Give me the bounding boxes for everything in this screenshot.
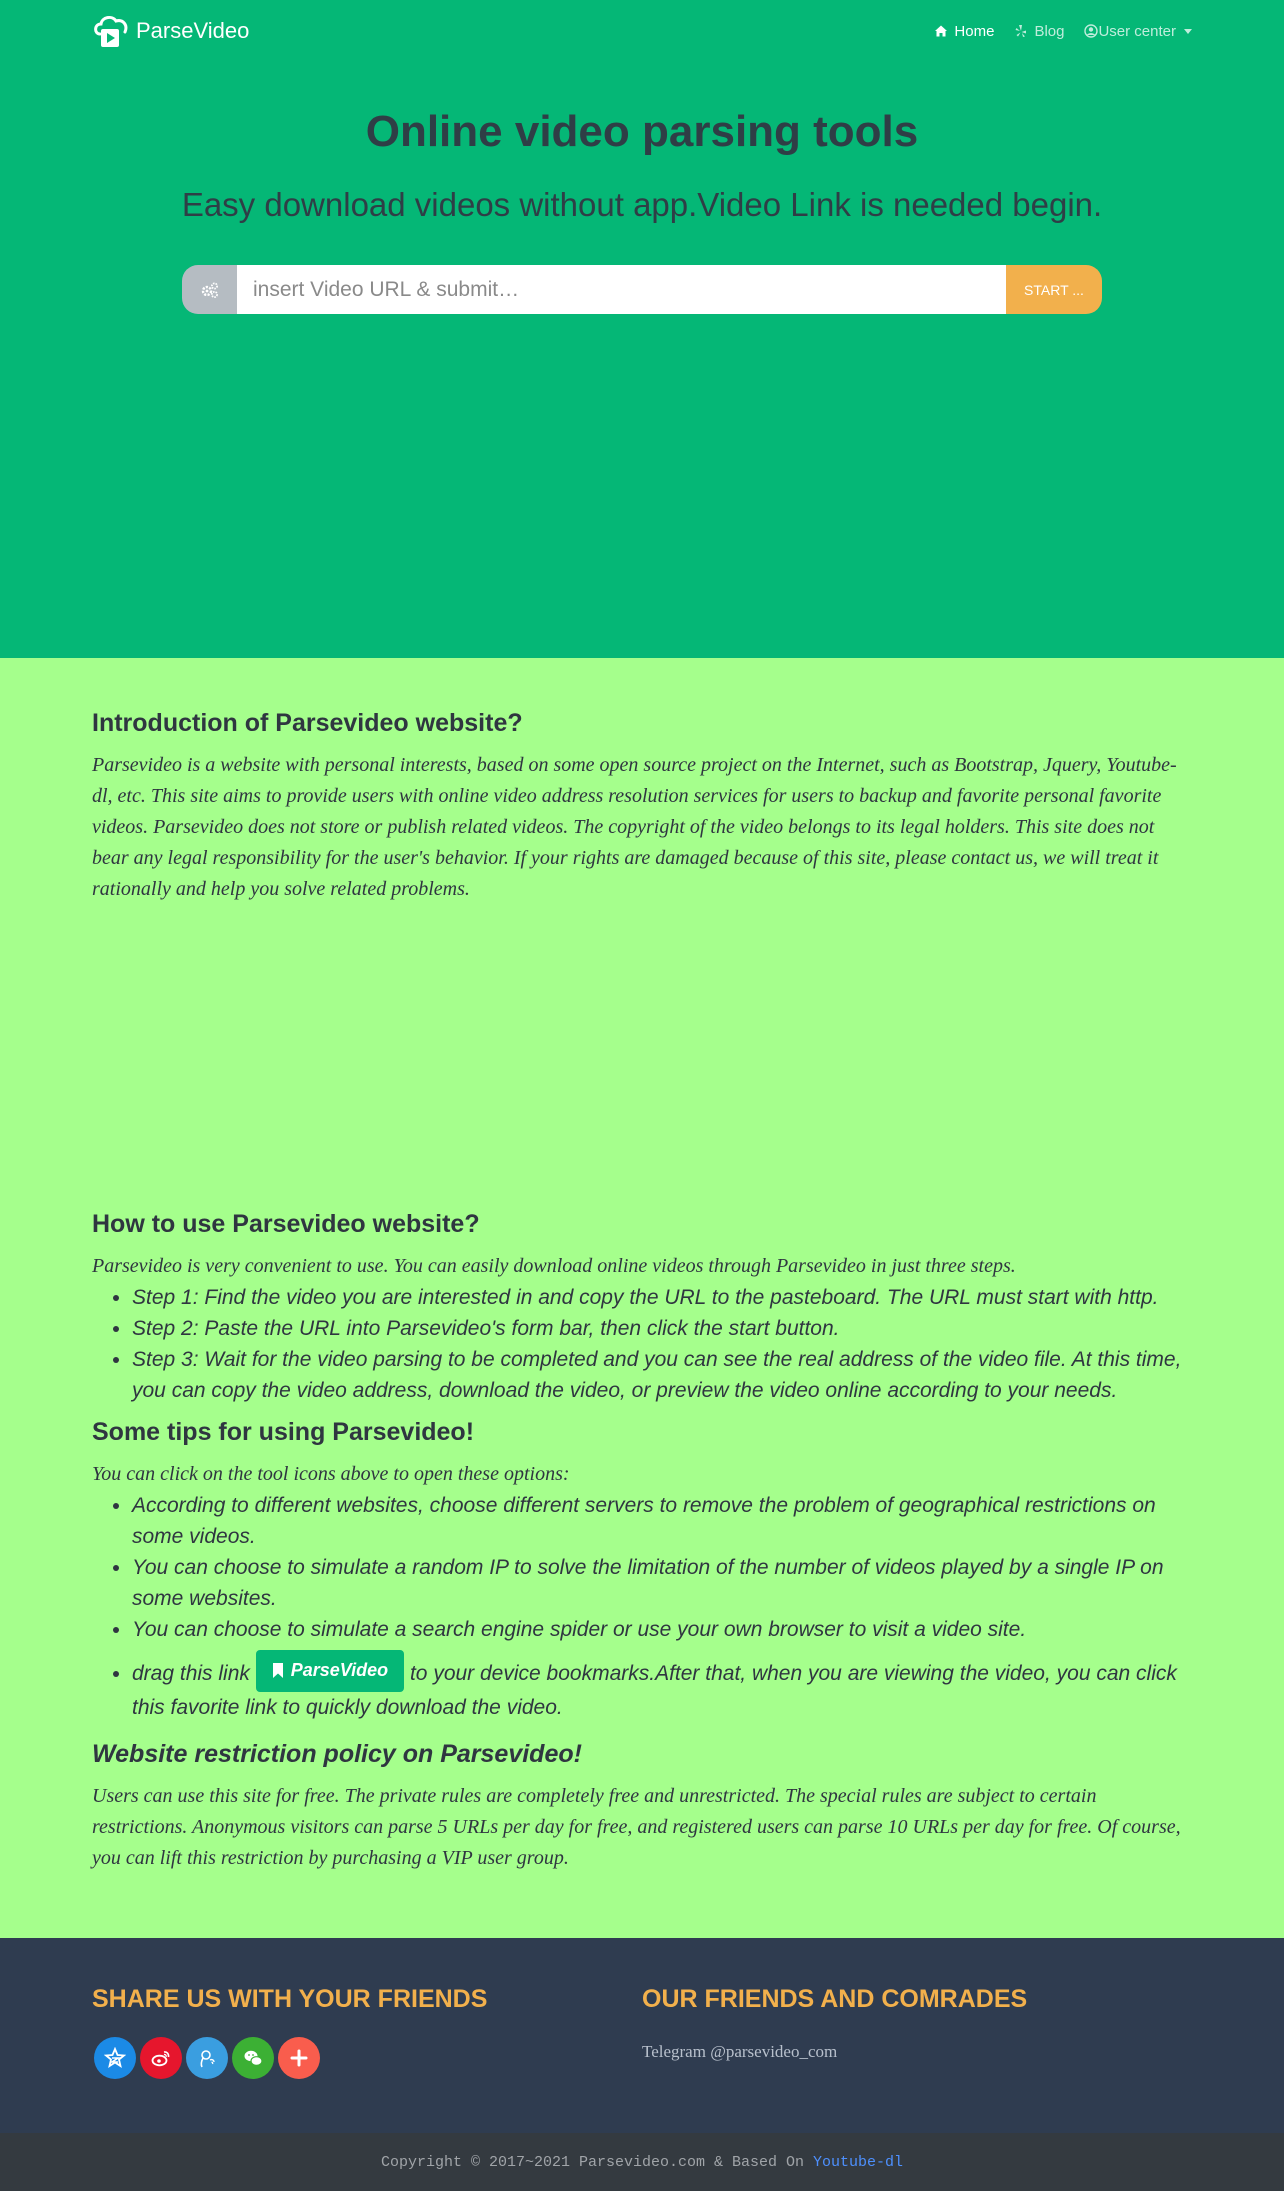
brand-name: ParseVideo bbox=[136, 18, 250, 43]
footer bbox=[0, 1938, 1284, 2133]
cogs-icon bbox=[199, 279, 221, 301]
user-circle-icon bbox=[1084, 24, 1098, 38]
list-item: • Step 3: Wait for the video parsing to be completed and you can see the real address of the video file. At this time, you can copy the video address, download the video, or preview the video online according to your needs. bbox=[132, 1344, 1192, 1406]
chevron-down-icon bbox=[1184, 29, 1192, 34]
navbar bbox=[92, 0, 1192, 62]
tools-button[interactable] bbox=[182, 265, 237, 314]
share-section bbox=[92, 1985, 642, 2079]
page-subtitle: Easy download videos without app.Video Link is needed begin. bbox=[181, 186, 1103, 223]
list-item: • You can choose to simulate a search engine spider or use your own browser to visit a video site. bbox=[132, 1614, 1192, 1645]
bookmark-icon bbox=[272, 1663, 284, 1678]
friends-title: OUR FRIENDS AND COMRADES bbox=[642, 1985, 1028, 2013]
share-weibo-button[interactable] bbox=[140, 2037, 182, 2079]
list-item bbox=[132, 1650, 1192, 1723]
nav-blog[interactable] bbox=[1014, 23, 1064, 40]
howto-intro: Parsevideo is very convenient to use. You can easily download online videos through Parsevideo in just three steps. bbox=[92, 1255, 1016, 1277]
main-content bbox=[0, 658, 1284, 1874]
bookmarklet-label: ParseVideo bbox=[290, 1660, 389, 1680]
search-form bbox=[182, 265, 1102, 314]
main-nav bbox=[934, 23, 1192, 40]
nav-home[interactable] bbox=[934, 23, 994, 40]
nav-blog-label: Blog bbox=[1034, 22, 1065, 40]
intro-title: Introduction of Parsevideo website? bbox=[92, 709, 523, 737]
nav-user-center-label: User center bbox=[1098, 22, 1176, 40]
share-wechat-button[interactable] bbox=[232, 2037, 274, 2079]
tencent-weibo-icon bbox=[196, 2047, 218, 2069]
list-item: • According to different websites, choose different servers to remove the problem of geographical restrictions on some videos. bbox=[132, 1490, 1192, 1552]
bookmark-text-before: drag this link bbox=[132, 1662, 250, 1685]
wechat-icon bbox=[242, 2047, 264, 2069]
home-icon bbox=[934, 24, 948, 38]
yelp-icon bbox=[1014, 24, 1028, 38]
tips-list bbox=[92, 1490, 1192, 1723]
qzone-icon bbox=[104, 2047, 126, 2069]
list-item: • Step 1: Find the video you are interested in and copy the URL to the pasteboard. The URL must start with http. bbox=[132, 1282, 1192, 1313]
share-tencent-weibo-button[interactable] bbox=[186, 2037, 228, 2079]
friends-section bbox=[642, 1985, 1192, 2079]
share-buttons bbox=[94, 2037, 642, 2079]
tips-intro: You can click on the tool icons above to open these options: bbox=[92, 1463, 570, 1485]
brand-link[interactable] bbox=[92, 12, 249, 50]
list-item: • Step 2: Paste the URL into Parsevideo's form bar, then click the start button. bbox=[132, 1313, 1192, 1344]
bookmarklet-button[interactable] bbox=[256, 1650, 404, 1692]
bookmark-text-after: to your device bookmarks.After that, when you are viewing the video, you can click this favorite link to quickly download the video. bbox=[132, 1662, 1177, 1719]
share-more-button[interactable] bbox=[278, 2037, 320, 2079]
list-item: • You can choose to simulate a random IP to solve the limitation of the number of videos played by a single IP on some websites. bbox=[132, 1552, 1192, 1614]
plus-icon bbox=[288, 2047, 310, 2069]
weibo-icon bbox=[150, 2047, 172, 2069]
hero-section bbox=[0, 0, 1284, 658]
howto-title: How to use Parsevideo website? bbox=[92, 1210, 480, 1238]
video-url-input[interactable] bbox=[237, 265, 1006, 314]
start-button[interactable]: START ... bbox=[1006, 265, 1102, 314]
policy-body: Users can use this site for free. The private rules are completely free and unrestricted. The special rules are subject to certain restrictions. Anonymous visitors can parse 5 URLs per day for free, and registered users can parse 10 URLs per day for free. Of course, you can lift this restriction by purchasing a VIP user group. bbox=[92, 1785, 1181, 1869]
share-title: SHARE US WITH YOUR FRIENDS bbox=[92, 1985, 488, 2013]
howto-steps bbox=[92, 1282, 1192, 1406]
copyright-bar bbox=[0, 2133, 1284, 2191]
cloud-play-icon bbox=[92, 12, 130, 50]
telegram-link[interactable]: Telegram @parsevideo_com bbox=[642, 2042, 838, 2061]
tips-title: Some tips for using Parsevideo! bbox=[92, 1418, 475, 1446]
copyright-text: Copyright © 2017~2021 Parsevideo.com & Based On bbox=[380, 2153, 805, 2171]
nav-home-label: Home bbox=[954, 22, 995, 40]
page-title: Online video parsing tools bbox=[365, 107, 919, 156]
intro-body: Parsevideo is a website with personal interests, based on some open source project on the Internet, such as Bootstrap, Jquery, Youtube-dl, etc. This site aims to provide users with online video address resolution services for users to backup and favorite personal favorite videos. Parsevideo does not store or publish related videos. The copyright of the video belongs to its legal holders. This site does not bear any legal responsibility for the user's behavior. If your rights are damaged because of this site, please contact us, we will treat it rationally and help you solve related problems. bbox=[92, 754, 1177, 900]
policy-title: Website restriction policy on Parsevideo! bbox=[92, 1740, 582, 1768]
share-qzone-button[interactable] bbox=[94, 2037, 136, 2079]
nav-user-center[interactable] bbox=[1084, 23, 1192, 40]
youtube-dl-link[interactable]: Youtube-dl bbox=[813, 2153, 904, 2171]
